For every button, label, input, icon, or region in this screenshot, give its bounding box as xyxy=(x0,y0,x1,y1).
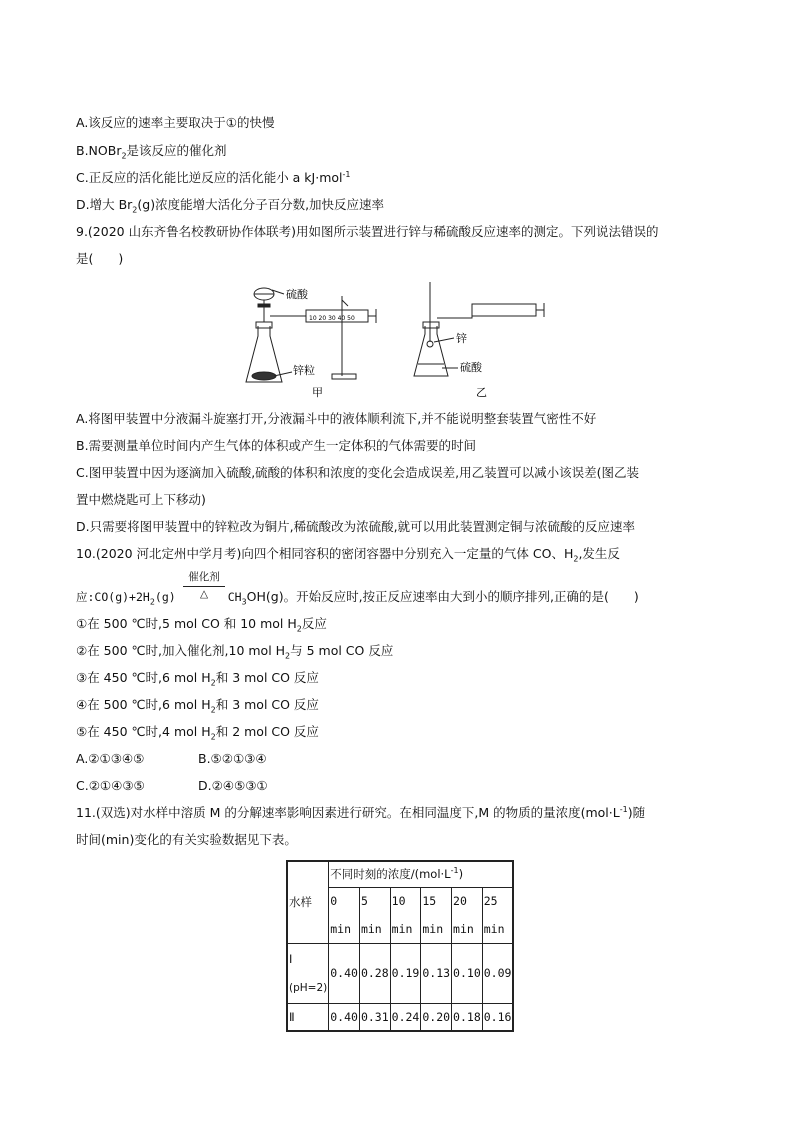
q9-stem-line2: 是( ) xyxy=(76,251,124,266)
table-group-header: 不同时刻的浓度$/(mol\cdot L^{-1})$ xyxy=(329,861,514,887)
q10-eq-part3: CH xyxy=(227,590,242,604)
q9-option-d: D.只需要将图甲装置中的锌粒改为铜片,稀硫酸改为浓硫酸,就可以用此装置测定铜与浓硫酸的反应速率 xyxy=(76,519,636,534)
table-row: Ⅱ 0.40 0.31 0.24 0.20 0.18 0.16 xyxy=(287,1003,513,1031)
q10-eq-part2: (g) xyxy=(154,590,176,604)
q11-stem-text: 11.(双选)对水样中溶质 M 的分解速率影响因素进行研究。在相同温度下,M 的物质的量浓度(mol·L xyxy=(76,805,620,820)
row-label-1: Ⅰ (pH=2) xyxy=(287,943,329,1003)
apparatus-figure xyxy=(240,276,560,402)
q10-item-2: ②在 500 ℃时,加入催化剂,10 mol $H_2$与 5 mol CO 反应 xyxy=(76,643,394,661)
q10-option-c: C.②①④③⑤ xyxy=(76,778,145,793)
q10-stem-line1 xyxy=(76,545,620,563)
q10-item-3: ③在 450 ℃时,6 mol $H_2$和 3 mol CO 反应 xyxy=(76,670,319,688)
q10-stem-line2 xyxy=(76,588,639,606)
q8-b-sub: 2 xyxy=(121,151,127,161)
reaction-arrow-bar xyxy=(183,586,225,587)
syringe-scale-jia: 10 20 30 40 50 xyxy=(309,315,355,322)
q10-eq-sub: 2 xyxy=(149,597,155,607)
table-corner-label: 水样 xyxy=(287,861,329,943)
label-zinc-jia: 锌粒 xyxy=(293,364,315,377)
q8-d-text2: (g)浓度能增大活化分子百分数,加快反应速率 xyxy=(137,197,385,212)
q11-stem-sup: -1 xyxy=(619,804,628,814)
q10-option-a: A.②①③④⑤ xyxy=(76,751,145,766)
label-acid-jia: 硫酸 xyxy=(286,288,308,301)
q8-d-sub: 2 xyxy=(132,205,138,215)
label-yi: 乙 xyxy=(476,386,487,399)
q10-option-d: D.②④⑤③① xyxy=(198,778,268,793)
label-jia: 甲 xyxy=(312,386,323,399)
q11-stem-line1 xyxy=(76,804,645,822)
q10-options-cd xyxy=(76,777,268,795)
q8-b-text2: 是该反应的催化剂 xyxy=(126,143,227,158)
q10-item-4: ④在 500 ℃时,6 mol $H_2$和 3 mol CO 反应 xyxy=(76,697,319,715)
q11-stem-text2: )随 xyxy=(627,805,646,820)
row-label-2: Ⅱ xyxy=(287,1003,329,1031)
q9-option-b: B.需要测量单位时间内产生气体的体积或产生一定体积的气体需要的时间 xyxy=(76,438,477,453)
q9-option-c-line2: 置中燃烧匙可上下移动) xyxy=(76,492,206,507)
q10-eq-part1: 应:CO(g)+2H xyxy=(76,590,150,604)
q9-stem-line1: 9.(2020 山东齐鲁名校教研协作体联考)用如图所示装置进行锌与稀硫酸反应速率的测定。下列说法错误的 xyxy=(76,224,659,239)
q10-item-1: ①在 500 ℃时,5 mol CO 和 10 mol $H_2$反应 xyxy=(76,616,327,634)
table-row: Ⅰ (pH=2) 0.40 0.28 0.19 0.13 0.10 0.09 xyxy=(287,943,513,1003)
q8-option-b xyxy=(76,142,227,160)
q8-d-text: D.增大 Br xyxy=(76,197,133,212)
q8-b-text: B.NOBr xyxy=(76,143,122,158)
q11-stem-line2: 时间(min)变化的有关实验数据见下表。 xyxy=(76,832,297,847)
q8-option-d xyxy=(76,196,384,214)
q10-eq-part4: OH(g)。开始反应时,按正反应速率由大到小的顺序排列,正确的是( ) xyxy=(246,589,639,604)
gas-syringe-yi-icon xyxy=(472,304,536,316)
q10-stem-sub: 2 xyxy=(573,554,579,564)
q10-options-ab xyxy=(76,750,267,768)
q10-option-b: B.⑤②①③④ xyxy=(198,751,267,766)
catalyst-label: 催化剂 xyxy=(188,571,220,583)
q8-c-text: C.正反应的活化能比逆反应的活化能小 a kJ·mol xyxy=(76,170,343,185)
q10-eq-sub2: 3 xyxy=(241,597,247,607)
label-zinc-yi: 锌 xyxy=(456,332,467,345)
q8-option-a: A.该反应的速率主要取决于①的快慢 xyxy=(76,115,275,130)
q8-option-c xyxy=(76,169,351,187)
q10-item-5: ⑤在 450 ℃时,4 mol $H_2$和 2 mol CO 反应 xyxy=(76,724,319,742)
zinc-granules-icon xyxy=(252,372,276,380)
label-acid-yi: 硫酸 xyxy=(460,361,482,374)
q9-option-a: A.将图甲装置中分液漏斗旋塞打开,分液漏斗中的液体顺利流下,并不能说明整套装置气密性不好 xyxy=(76,411,597,426)
concentration-table xyxy=(286,860,514,1032)
q10-stem-text: 10.(2020 河北定州中学月考)向四个相同容积的密闭容器中分别充入一定量的气体 CO、H xyxy=(76,546,574,561)
table-time-row: 0 min 5 min 10 min 15 min 20 min 25 min xyxy=(287,887,513,943)
heat-symbol: △ xyxy=(199,588,209,600)
q8-c-sup: -1 xyxy=(342,169,351,179)
q10-stem-text2: ,发生反 xyxy=(578,546,620,561)
q9-option-c-line1: C.图甲装置中因为逐滴加入硫酸,硫酸的体积和浓度的变化会造成误差,用乙装置可以减小该误差(图乙装 xyxy=(76,465,640,480)
